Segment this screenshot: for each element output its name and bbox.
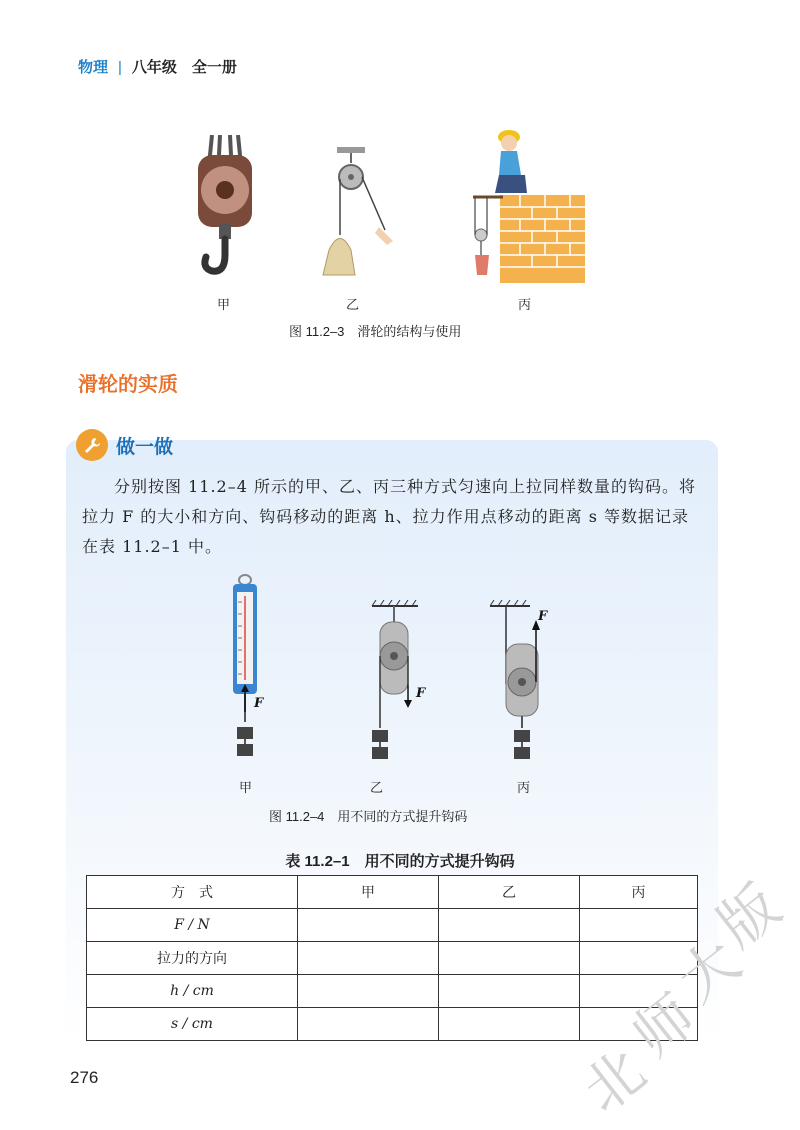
table-cell [439, 942, 580, 975]
section-title: 滑轮的实质 [78, 372, 178, 396]
table-row-label: s / cm [87, 1008, 298, 1041]
table-title: 表 11.2–1 用不同的方式提升钩码 [285, 853, 515, 870]
table-cell [298, 975, 439, 1008]
activity-badge-label: 做一做 [116, 436, 174, 458]
force-label-a: F [254, 696, 264, 711]
force-label-b: F [416, 686, 426, 701]
table-row-label: 拉力的方向 [87, 942, 298, 975]
table-header-cell: 方 式 [87, 876, 298, 909]
figure-c-label: 丙 [518, 297, 532, 312]
table-cell [298, 1008, 439, 1041]
table-cell [439, 1008, 580, 1041]
header-separator: | [118, 59, 122, 76]
figure-4-c-label: 丙 [517, 780, 531, 795]
fixed-pulley-lifting-sack-illustration [315, 145, 400, 280]
watermark-char: 北 [570, 1036, 658, 1126]
figure-11-2-3-caption: 图 11.2–3 滑轮的结构与使用 [289, 324, 462, 339]
header-grade: 八年级 全一册 [131, 59, 237, 76]
activity-paragraph: 分别按图 11.2–4 所示的甲、乙、丙三种方式匀速向上拉同样数量的钩码。将拉力 F 的大小和方向、钩码移动的距离 h、拉力作用点移动的距离 s 等数据记录在表 11.2–1 中。 [82, 477, 696, 556]
table-row-label: h / cm [87, 975, 298, 1008]
figure-4-a-label: 甲 [239, 780, 253, 795]
wrench-icon [76, 429, 108, 461]
table-cell [298, 942, 439, 975]
table-cell [439, 909, 580, 942]
page-number: 276 [70, 1068, 99, 1087]
table-header-cell: 丙 [580, 876, 698, 909]
figure-11-2-4-caption: 图 11.2–4 用不同的方式提升钩码 [269, 809, 468, 824]
header-subject: 物理 [78, 59, 109, 76]
running-header [78, 56, 237, 77]
pulley-block-illustration [190, 135, 260, 280]
table-header-cell: 乙 [439, 876, 580, 909]
watermark-char: 师 [620, 981, 708, 1071]
worker-on-wall-illustration [465, 125, 585, 285]
table-row-label: F / N [87, 909, 298, 942]
activity-badge [76, 428, 173, 462]
table-cell [439, 975, 580, 1008]
movable-pulley-pull-up-diagram [490, 600, 570, 775]
figure-a-label: 甲 [217, 297, 231, 312]
figure-b-label: 乙 [346, 297, 360, 312]
spring-scale-setup-diagram [225, 572, 285, 772]
fixed-pulley-pull-down-diagram [360, 600, 440, 775]
table-cell [298, 909, 439, 942]
table-header-cell: 甲 [298, 876, 439, 909]
publisher-watermark [570, 850, 793, 1126]
force-label-c: F [538, 609, 548, 624]
watermark-char: 版 [705, 871, 793, 961]
watermark-char: 大 [665, 926, 753, 1016]
figure-4-b-label: 乙 [370, 780, 384, 795]
